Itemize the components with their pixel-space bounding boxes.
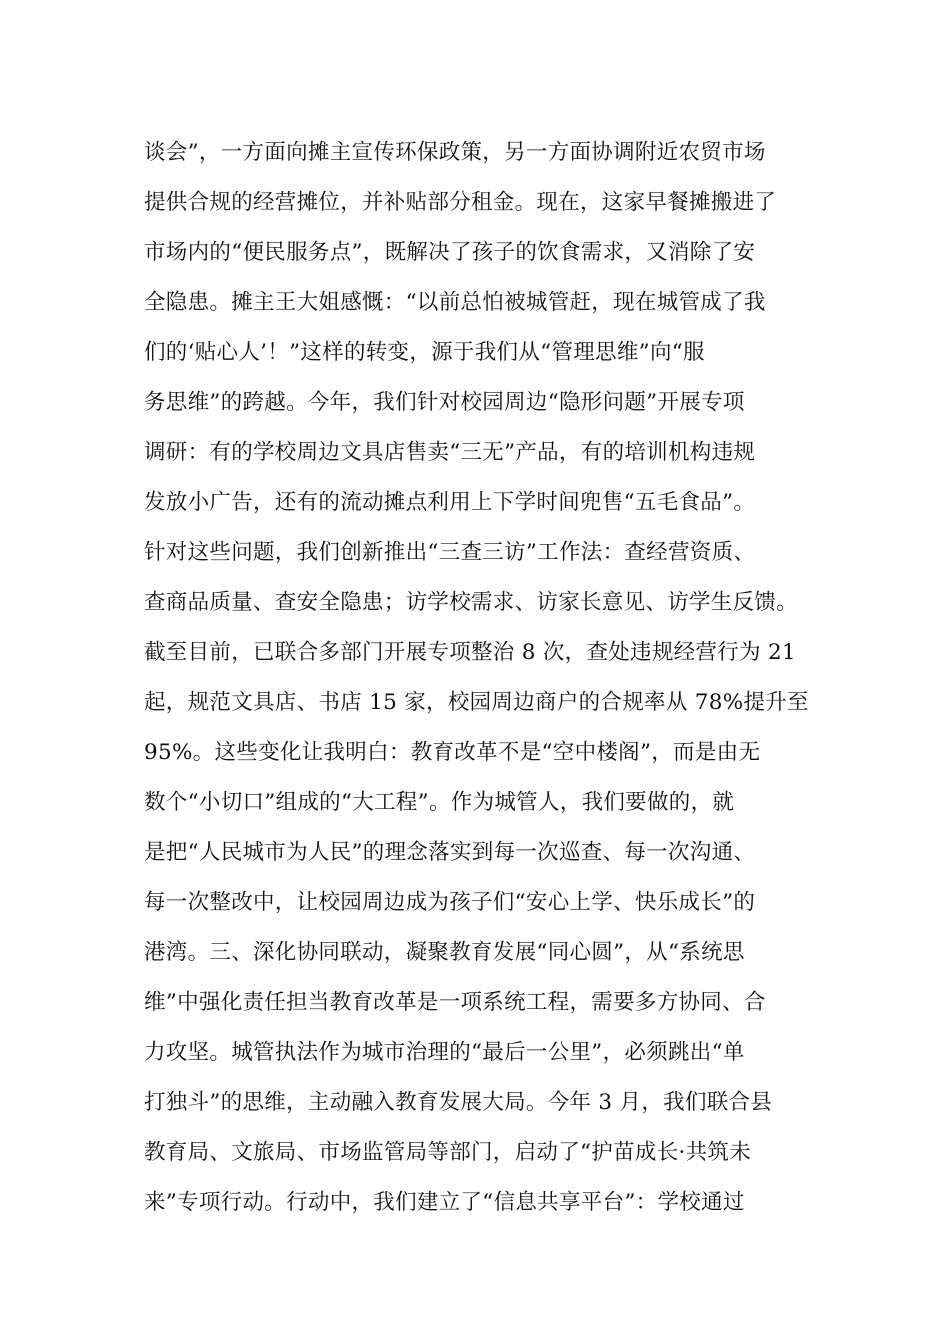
text-line: 来”专项行动。行动中，我们建立了“信息共享平台”：学校通过 — [144, 1190, 745, 1215]
text-line: 每一次整改中，让校园周边成为孩子们“安心上学、快乐成长”的 — [144, 890, 756, 915]
text-line: 提供合规的经营摊位，并补贴部分租金。现在，这家早餐摊搬进了 — [144, 190, 777, 215]
text-line: 力攻坚。城管执法作为城市治理的“最后一公里”，必须跳出“单 — [144, 1040, 745, 1065]
text-line: 务思维”的跨越。今年，我们针对校园周边“隐形问题”开展专项 — [144, 390, 745, 415]
text-line: 数个“小切口”组成的“大工程”。作为城管人，我们要做的，就 — [144, 790, 735, 815]
text-line: 是把“人民城市为人民”的理念落实到每一次巡查、每一次沟通、 — [144, 840, 756, 865]
body-text — [144, 128, 824, 1228]
text-line: 查商品质量、查安全隐患；访学校需求、访家长意见、访学生反馈。 — [144, 590, 799, 615]
text-line: 市场内的“便民服务点”，既解决了孩子的饮食需求，又消除了安 — [144, 240, 756, 265]
text-line: 打独斗”的思维，主动融入教育发展大局。今年 3 月，我们联合县 — [144, 1090, 773, 1115]
text-line: 针对这些问题，我们创新推出“三查三访”工作法：查经营资质、 — [144, 540, 756, 565]
text-line: 们的‘贴心人’！”这样的转变，源于我们从“管理思维”向“服 — [144, 340, 705, 365]
text-line: 调研：有的学校周边文具店售卖“三无”产品，有的培训机构违规 — [144, 440, 756, 465]
text-line: 全隐患。摊主王大姐感慨：“以前总怕被城管赶，现在城管成了我 — [144, 290, 766, 315]
text-line: 发放小广告，还有的流动摊点利用上下学时间兜售“五毛食品”。 — [144, 490, 756, 515]
text-line: 95%。这些变化让我明白：教育改革不是“空中楼阁”，而是由无 — [144, 740, 761, 765]
text-line: 截至目前，已联合多部门开展专项整治 8 次，查处违规经营行为 21 — [144, 640, 796, 665]
text-line: 维”中强化责任担当教育改革是一项系统工程，需要多方协同、合 — [144, 990, 766, 1015]
text-line: 起，规范文具店、书店 15 家，校园周边商户的合规率从 78%提升至 — [144, 690, 809, 715]
text-line: 谈会”，一方面向摊主宣传环保政策，另一方面协调附近农贸市场 — [144, 140, 766, 165]
text-line: 港湾。三、深化协同联动，凝聚教育发展“同心圆”，从“系统思 — [144, 940, 745, 965]
text-line: 教育局、文旅局、市场监管局等部门，启动了“护苗成长·共筑未 — [144, 1140, 752, 1165]
